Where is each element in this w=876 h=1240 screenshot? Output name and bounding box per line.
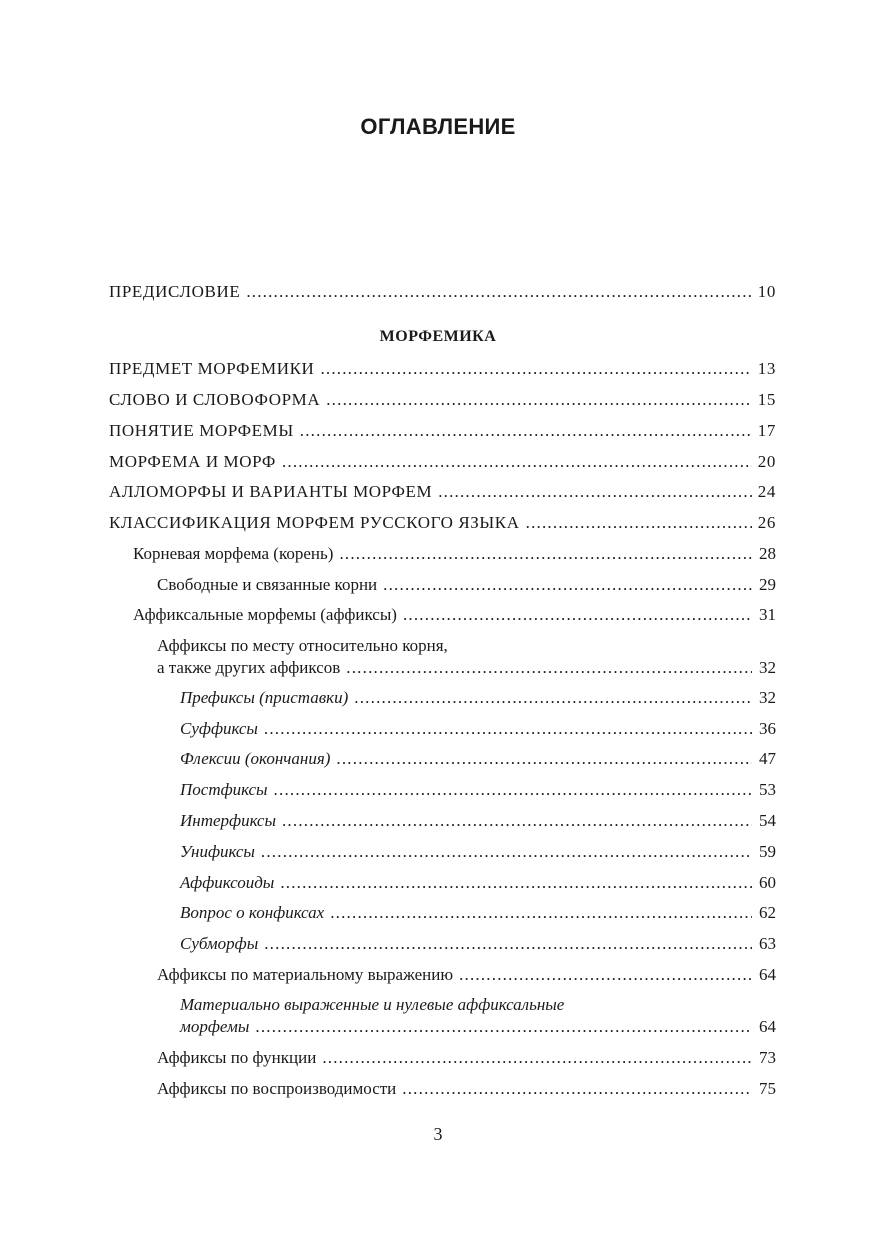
leader-dots [526, 512, 752, 534]
toc-entry-title: АЛЛОМОРФЫ И ВАРИАНТЫ МОРФЕМ [109, 482, 433, 501]
toc-entry-title: ПРЕДМЕТ МОРФЕМИКИ [109, 359, 315, 378]
toc-page-number: 64 [759, 965, 776, 984]
toc-page-number: 17 [757, 421, 776, 440]
toc-page-number: 47 [759, 749, 776, 768]
leader-dots [339, 543, 752, 565]
toc-page-number: 10 [757, 282, 776, 301]
page-number: 3 [433, 1124, 443, 1144]
toc-entry[interactable] [109, 358, 776, 380]
leader-dots [280, 872, 752, 894]
toc-page-number: 32 [759, 688, 776, 707]
toc-page-number: 63 [759, 934, 776, 953]
toc-page-number: 62 [759, 903, 776, 922]
toc-page-number: 75 [759, 1079, 776, 1098]
toc-page-number: 59 [759, 842, 776, 861]
section-heading-morphemics: МОРФЕМИКА [379, 328, 497, 345]
toc-page-number: 20 [757, 452, 776, 471]
toc-entry-title: Постфиксы [180, 780, 268, 799]
toc-entry[interactable] [180, 933, 776, 955]
toc-entry-multiline[interactable] [157, 635, 776, 679]
page-title: ОГЛАВЛЕНИЕ [360, 114, 516, 139]
toc-page-number: 31 [759, 605, 776, 624]
leader-dots [438, 481, 752, 503]
toc-entry[interactable] [109, 512, 776, 534]
toc-page-number: 26 [757, 513, 776, 532]
toc-page-number: 53 [759, 780, 776, 799]
toc-entry-title: Свободные и связанные корни [157, 575, 378, 594]
toc-page-number: 28 [759, 544, 776, 563]
toc-entry-title-line1: Материально выраженные и нулевые аффиксальные [180, 995, 565, 1014]
toc-entry-title: Вопрос о конфиксах [180, 903, 325, 922]
toc-entry-title: СЛОВО И СЛОВОФОРМА [109, 390, 321, 409]
toc-entry-title: Префиксы (приставки) [180, 688, 349, 707]
leader-dots [346, 657, 752, 679]
toc-entry[interactable] [133, 604, 776, 626]
toc-entry-title: ПРЕДИСЛОВИЕ [109, 282, 241, 301]
toc-entry[interactable] [109, 451, 776, 473]
toc-entry-title: Флексии (окончания) [180, 749, 331, 768]
toc-entry[interactable] [180, 718, 776, 740]
leader-dots [326, 389, 752, 411]
leader-dots [246, 281, 751, 303]
toc-entry[interactable] [180, 810, 776, 832]
toc-entry-title-line2: морфемы [180, 1017, 250, 1036]
leader-dots [322, 1047, 752, 1069]
leader-dots [402, 1078, 752, 1100]
toc-entry-preface[interactable] [109, 281, 776, 303]
toc-entry-multiline[interactable] [180, 994, 776, 1038]
toc-page-number: 73 [759, 1048, 776, 1067]
toc-entry[interactable] [180, 841, 776, 863]
toc-entry-title: Интерфиксы [180, 811, 276, 830]
leader-dots [354, 687, 752, 709]
leader-dots [282, 451, 752, 473]
toc-entry-title: МОРФЕМА И МОРФ [109, 452, 276, 471]
toc-entry-title: Аффиксы по материальному выражению [157, 965, 454, 984]
leader-dots [264, 933, 752, 955]
toc-entry-title: Аффиксоиды [180, 873, 275, 892]
leader-dots [403, 604, 752, 626]
leader-dots [264, 718, 752, 740]
toc-page-number: 54 [759, 811, 776, 830]
toc-entry[interactable] [109, 481, 776, 503]
leader-dots [459, 964, 752, 986]
toc-entry[interactable] [133, 543, 776, 565]
toc-entry-title: КЛАССИФИКАЦИЯ МОРФЕМ РУССКОГО ЯЗЫКА [109, 513, 520, 532]
toc-entry-title: Аффиксальные морфемы (аффиксы) [133, 605, 397, 624]
toc-entry-title: Корневая морфема (корень) [133, 544, 334, 563]
toc-page-number: 60 [759, 873, 776, 892]
toc-entry-title-line1: Аффиксы по месту относительно корня, [157, 636, 448, 655]
toc-page-number: 15 [757, 390, 776, 409]
toc-entry[interactable] [180, 687, 776, 709]
leader-dots [330, 902, 752, 924]
toc-page-number: 29 [759, 575, 776, 594]
toc-entry[interactable] [180, 902, 776, 924]
toc-entry[interactable] [180, 779, 776, 801]
toc-entry[interactable] [157, 574, 776, 596]
toc-page-number: 24 [757, 482, 776, 501]
toc-entry-title: Аффиксы по функции [157, 1048, 317, 1067]
leader-dots [336, 748, 752, 770]
toc-page-number: 64 [759, 1017, 776, 1036]
toc-entry-title: ПОНЯТИЕ МОРФЕМЫ [109, 421, 294, 440]
toc-entry-title: Субморфы [180, 934, 259, 953]
toc-entry[interactable] [109, 389, 776, 411]
leader-dots [383, 574, 752, 596]
toc-entry[interactable] [180, 748, 776, 770]
leader-dots [255, 1016, 752, 1038]
leader-dots [320, 358, 751, 380]
leader-dots [300, 420, 752, 442]
leader-dots [261, 841, 752, 863]
toc-entry-title: Унификсы [180, 842, 255, 861]
toc-entry[interactable] [157, 1047, 776, 1069]
toc-entry-title: Суффиксы [180, 719, 258, 738]
toc-page-number: 36 [759, 719, 776, 738]
leader-dots [282, 810, 752, 832]
toc-entry[interactable] [157, 964, 776, 986]
toc-entry[interactable] [157, 1078, 776, 1100]
leader-dots [274, 779, 752, 801]
toc-page-number: 13 [757, 359, 776, 378]
toc-entry-title-line2: а также других аффиксов [157, 658, 341, 677]
toc-entry[interactable] [109, 420, 776, 442]
toc-entry[interactable] [180, 872, 776, 894]
toc-page-number: 32 [759, 658, 776, 677]
toc-entry-title: Аффиксы по воспроизводимости [157, 1079, 397, 1098]
